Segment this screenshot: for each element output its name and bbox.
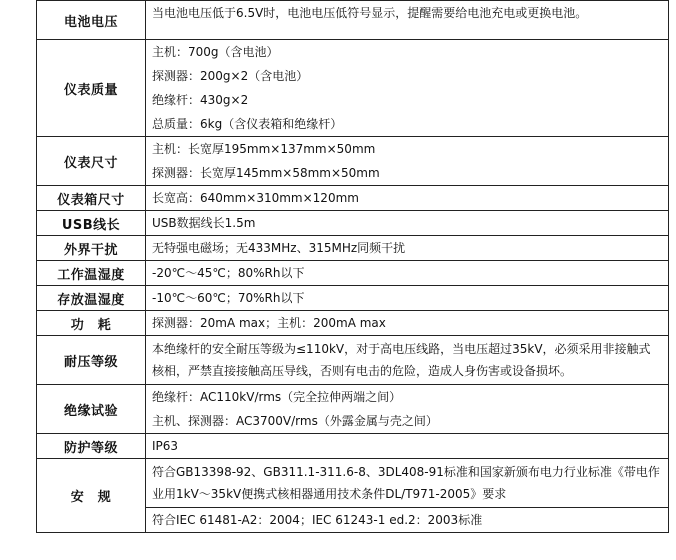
row-value [146, 137, 669, 186]
value-line: USB数据线长1.5m [152, 216, 256, 230]
row-value [146, 385, 669, 434]
row-label-protection: 防护等级 [37, 434, 146, 459]
table-row [37, 286, 669, 311]
row-label-case-size: 仪表箱尺寸 [37, 186, 146, 211]
spec-table [36, 0, 669, 533]
value-line: 绝缘杆：AC110kV/rms（完全拉伸两端之间） [152, 390, 402, 404]
value-line: -20℃～45℃；80%Rh以下 [152, 266, 305, 280]
table-row [37, 336, 669, 385]
row-value [146, 186, 669, 211]
table-row [37, 211, 669, 236]
row-value [146, 236, 669, 261]
row-label-weight: 仪表质量 [37, 40, 146, 137]
row-label-power: 功 耗 [37, 311, 146, 336]
table-row [37, 261, 669, 286]
row-value [146, 211, 669, 236]
value-line: 本绝缘杆的安全耐压等级为≤110kV，对于高电压线路，当电压超过35kV，必须采用非接触式核相，严禁直接接触高压导线，否则有电击的危险，造成人身伤害或设备损坏。 [152, 342, 651, 378]
value-line: 总质量：6kg（含仪表箱和绝缘杆） [152, 117, 343, 131]
table-row [37, 236, 669, 261]
row-label-size: 仪表尺寸 [37, 137, 146, 186]
table-row [37, 434, 669, 459]
row-label-storage-temp: 存放温湿度 [37, 286, 146, 311]
row-value [146, 1, 669, 40]
table-row [37, 40, 669, 137]
table-row [37, 311, 669, 336]
value-line: 探测器：20mA max；主机：200mA max [152, 316, 386, 330]
row-label-interference: 外界干扰 [37, 236, 146, 261]
value-line: 符合IEC 61481-A2：2004；IEC 61243-1 ed.2：2003标准 [146, 507, 668, 532]
value-line: 主机、探测器：AC3700V/rms（外露金属与壳之间） [152, 414, 438, 428]
value-line: 绝缘杆：430g×2 [152, 93, 249, 107]
value-line: 主机：700g（含电池） [152, 45, 279, 59]
row-value [146, 336, 669, 385]
row-value [146, 459, 669, 533]
value-line: 符合GB13398-92、GB311.1-311.6-8、3DL408-91标准和国家新颁布电力行业标准《带电作业用1kV～35kV便携式核相器通用技术条件DL/T971-2005》要求 [152, 465, 660, 501]
row-value [146, 286, 669, 311]
row-label-insulation-test: 绝缘试验 [37, 385, 146, 434]
table-row [37, 1, 669, 40]
value-line: 探测器：长宽厚145mm×58mm×50mm [152, 166, 380, 180]
value-line: 长宽高：640mm×310mm×120mm [152, 191, 359, 205]
row-value [146, 40, 669, 137]
value-line: 主机：长宽厚195mm×137mm×50mm [152, 142, 376, 156]
row-label-voltage-rating: 耐压等级 [37, 336, 146, 385]
row-label-safety: 安 规 [37, 459, 146, 533]
row-value [146, 311, 669, 336]
table-row [37, 137, 669, 186]
row-value [146, 261, 669, 286]
row-label-operating-temp: 工作温湿度 [37, 261, 146, 286]
row-label-usb-length: USB线长 [37, 211, 146, 236]
value-line: 无特强电磁场；无433MHz、315MHz同频干扰 [152, 241, 406, 255]
table-row [37, 385, 669, 434]
value-line: 探测器：200g×2（含电池） [152, 69, 309, 83]
value-line: -10℃～60℃；70%Rh以下 [152, 291, 305, 305]
table-row [37, 186, 669, 211]
value-line: IP63 [152, 439, 179, 453]
table-row [37, 459, 669, 533]
row-label-battery-voltage: 电池电压 [37, 1, 146, 40]
row-value [146, 434, 669, 459]
value-line: 当电池电压低于6.5V时，电池电压低符号显示，提醒需要给电池充电或更换电池。 [152, 6, 588, 20]
